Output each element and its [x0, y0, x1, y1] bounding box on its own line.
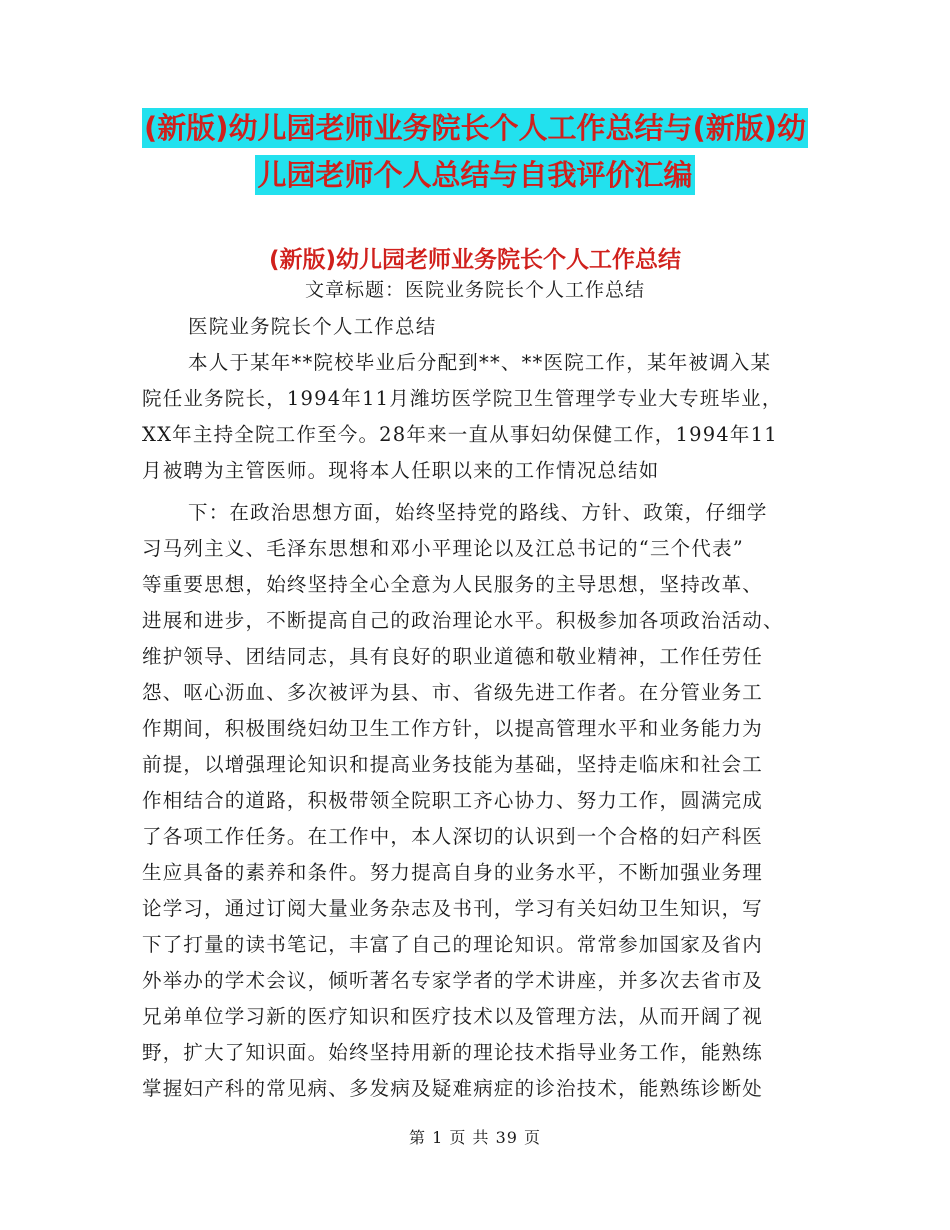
body-line: 进展和进步，不断提高自己的政治理论水平。积极参加各项政治活动、: [142, 609, 784, 632]
body-line: 医院业务院长个人工作总结: [188, 315, 437, 338]
body-line: 下：在政治思想方面，始终坚持党的路线、方针、政策，仔细学: [188, 501, 768, 524]
footer-prefix: 第: [408, 1128, 426, 1147]
body-line: 作期间，积极围绕妇幼卫生工作方针，以提高管理水平和业务能力为: [142, 717, 764, 740]
document-title: [0, 108, 950, 202]
body-line: 本人于某年**院校毕业后分配到**、**医院工作，某年被调入某: [188, 351, 772, 374]
body-line: 等重要思想，始终坚持全心全意为人民服务的主导思想，坚持改革、: [142, 573, 764, 596]
body-line: 作相结合的道路，积极带领全院职工齐心协力、努力工作，圆满完成: [142, 789, 764, 812]
body-line: 掌握妇产科的常见病、多发病及疑难病症的诊治技术，能熟练诊断处: [142, 1077, 764, 1100]
body-line: 怨、呕心沥血、多次被评为县、市、省级先进工作者。在分管业务工: [142, 681, 764, 704]
body-line: 野，扩大了知识面。始终坚持用新的理论技术指导业务工作，能熟练: [142, 1041, 764, 1064]
body-line: 下了打量的读书笔记，丰富了自己的理论知识。常常参加国家及省内: [142, 933, 764, 956]
body-line: 维护领导、团结同志，具有良好的职业道德和敬业精神，工作任劳任: [142, 645, 764, 668]
body-line: XX年主持全院工作至今。28年来一直从事妇幼保健工作，1994年11: [142, 423, 778, 446]
footer-total-label: 共: [472, 1128, 490, 1147]
document-title-line-2: 儿园老师个人总结与自我评价汇编: [255, 155, 694, 195]
body-line: 月被聘为主管医师。现将本人任职以来的工作情况总结如: [142, 459, 660, 482]
body-line: 外举办的学术会议，倾听著名专家学者的学术讲座，并多次去省市及: [142, 969, 764, 992]
footer-total-pages: 39: [495, 1128, 518, 1147]
body-line: 前提，以增强理论知识和提高业务技能为基础，坚持走临床和社会工: [142, 753, 764, 776]
body-line: 院任业务院长，1994年11月潍坊医学院卫生管理学专业大专班毕业，: [142, 387, 783, 410]
article-title: 文章标题：医院业务院长个人工作总结: [304, 279, 645, 301]
body-line: 论学习，通过订阅大量业务杂志及书刊，学习有关妇幼卫生知识，写: [142, 897, 764, 920]
body-line: 习马列主义、毛泽东思想和邓小平理论以及江总书记的“三个代表”: [142, 537, 744, 560]
document-title-line-1: (新版)幼儿园老师业务院长个人工作总结与(新版)幼: [142, 108, 808, 148]
footer-suffix: 页: [524, 1128, 542, 1147]
page-footer: [0, 1126, 950, 1150]
body-line: 生应具备的素养和条件。努力提高自身的业务水平，不断加强业务理: [142, 861, 764, 884]
footer-page-label: 页: [449, 1128, 467, 1147]
footer-current-page: 1: [432, 1128, 444, 1147]
body-line: 兄弟单位学习新的医疗知识和医疗技术以及管理方法，从而开阔了视: [142, 1005, 764, 1028]
body-line: 了各项工作任务。在工作中，本人深切的认识到一个合格的妇产科医: [142, 825, 764, 848]
section-title: (新版)幼儿园老师业务院长个人工作总结: [268, 247, 682, 273]
